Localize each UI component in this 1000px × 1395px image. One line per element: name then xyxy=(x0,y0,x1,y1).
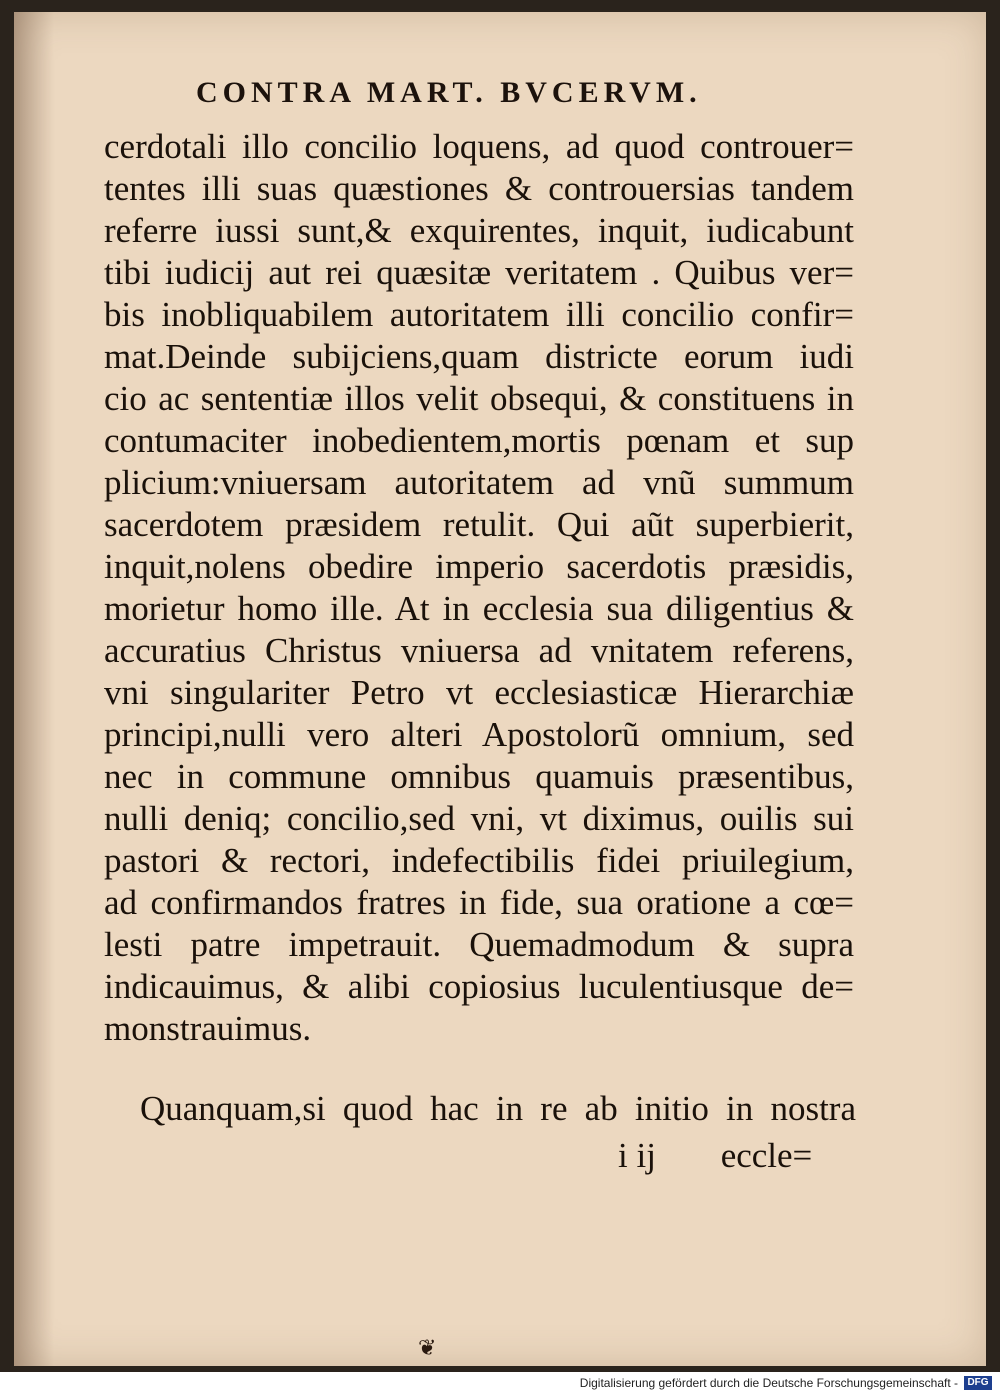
text-line: tentes illi suas quæstiones & controuersias tandem xyxy=(104,169,854,208)
text-line: nulli deniq; concilio,sed vni, vt diximus, ouilis sui xyxy=(104,799,854,838)
running-head: CONTRA MART. BVCERVM. xyxy=(196,76,702,109)
footer-credit: Digitalisierung gefördert durch die Deutsche Forschungsgemeinschaft - xyxy=(579,1376,958,1390)
signature-catchword-line xyxy=(618,1136,858,1176)
text-line: accuratius Christus vniuersa ad vnitatem referens, xyxy=(104,631,854,670)
digitization-footer xyxy=(0,1372,1000,1395)
text-line: pastori & rectori, indefectibilis fidei priuilegium, xyxy=(104,841,854,880)
text-line: sacerdotem præsidem retulit. Qui aũt superbierit, xyxy=(104,505,854,544)
fleuron-ornament-icon: ❦ xyxy=(418,1336,437,1361)
text-line: Quanquam,si quod hac in re ab initio in nostra xyxy=(140,1089,856,1128)
page-spine-shadow xyxy=(14,12,54,1366)
text-line: lesti patre impetrauit. Quemadmodum & supra xyxy=(104,925,854,964)
text-line: inquit,nolens obedire imperio sacerdotis præsidis, xyxy=(104,547,854,586)
main-paragraph xyxy=(104,126,854,1050)
text-line: ad confirmandos fratres in fide, sua oratione a cœ= xyxy=(104,883,854,922)
text-line: tibi iudicij aut rei quæsitæ veritatem . Quibus ver= xyxy=(104,253,854,292)
text-line: indicauimus, & alibi copiosius luculentiusque de= xyxy=(104,967,854,1006)
text-line: referre iussi sunt,& exquirentes, inquit, iudicabunt xyxy=(104,211,854,250)
text-line: monstrauimus. xyxy=(104,1009,312,1048)
text-line: cio ac sententiæ illos velit obsequi, & constituens in xyxy=(104,379,854,418)
text-line: nec in commune omnibus quamuis præsentibus, xyxy=(104,757,854,796)
text-line: vni singulariter Petro vt ecclesiasticæ Hierarchiæ xyxy=(104,673,854,712)
catchword: eccle= xyxy=(720,1136,813,1175)
text-line: bis inobliquabilem autoritatem illi concilio confir= xyxy=(104,295,854,334)
text-line: plicium:vniuersam autoritatem ad vnũ summum xyxy=(104,463,854,502)
text-line: cerdotali illo concilio loquens, ad quod controuer= xyxy=(104,127,854,166)
text-line: principi,nulli vero alteri Apostolorũ omnium, sed xyxy=(104,715,854,754)
text-line: morietur homo ille. At in ecclesia sua diligentius & xyxy=(104,589,854,628)
second-paragraph xyxy=(140,1088,856,1130)
text-line: mat.Deinde subijciens,quam districte eorum iudi xyxy=(104,337,854,376)
dfg-logo: DFG xyxy=(964,1376,992,1390)
signature-mark: i ij xyxy=(618,1136,656,1175)
text-line: contumaciter inobedientem,mortis pœnam et sup xyxy=(104,421,854,460)
